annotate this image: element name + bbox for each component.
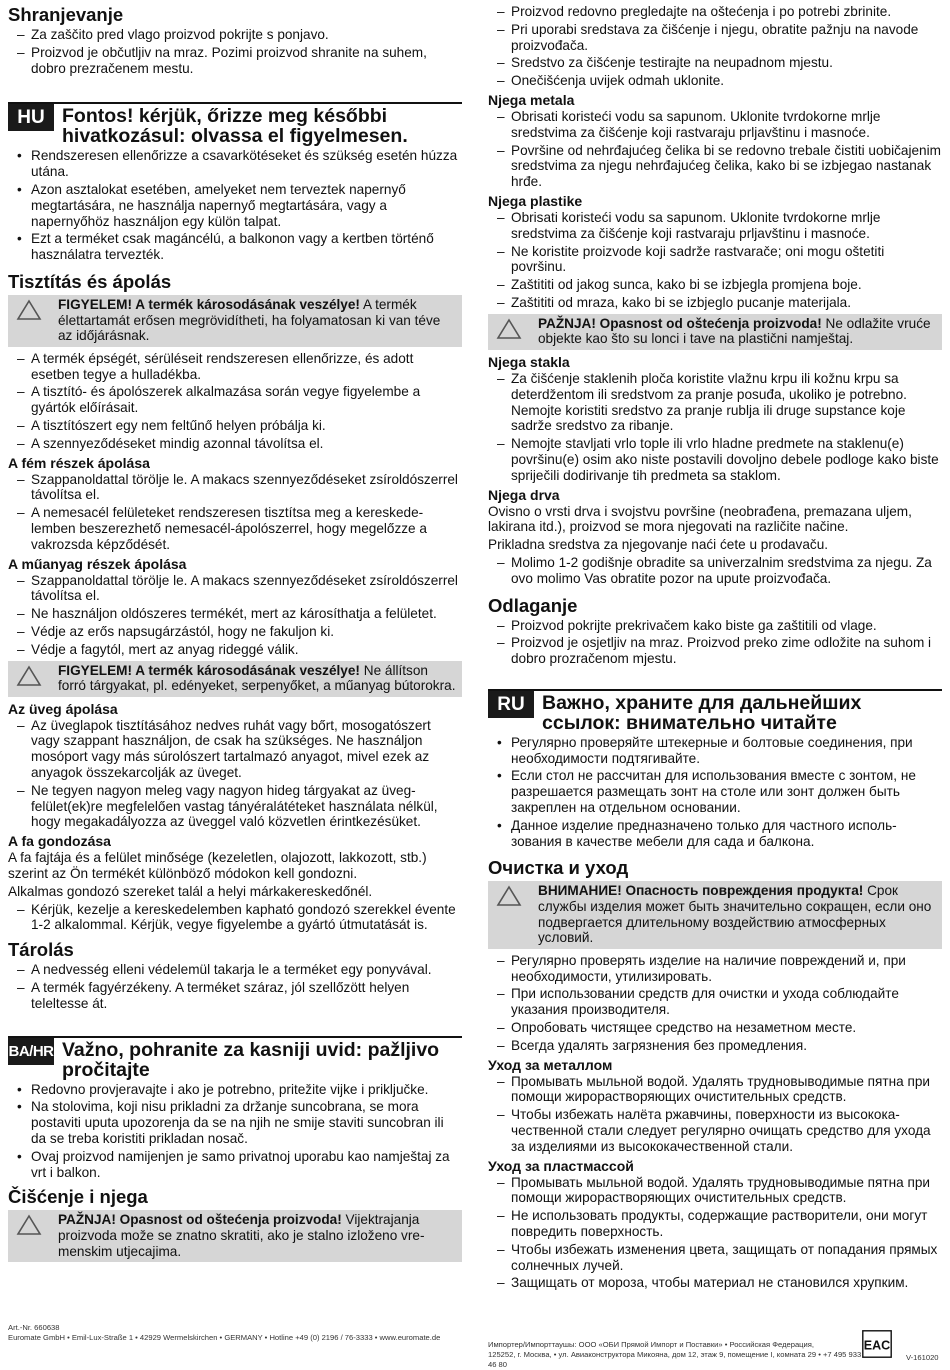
bahr-storage-list xyxy=(488,618,942,667)
list-item: – A termék épségét, sérüléseit rendszeresen ellenőrizze, és adott esetben tegye a hulladékba. xyxy=(8,351,462,383)
bahr-plastic-list xyxy=(488,210,942,311)
warning-triangle-icon xyxy=(16,299,42,321)
hu-wood-list xyxy=(8,902,462,934)
language-title: Važno, pohranite za kasniji uvid: pažljivo pročitajte xyxy=(62,1038,440,1081)
list-item: – Всегда удалять загрязнения без промедления. xyxy=(488,1038,942,1054)
footer-company-info xyxy=(8,1323,478,1343)
list-item: – A nedvesség elleni védelemül takarja le a terméket egy ponyvával. xyxy=(8,962,462,978)
sl-storage-list xyxy=(8,27,462,76)
list-item: – Nemojte stavljati vrlo tople ili vrlo hladne predmete na staklenu(e) površinu(e) osim ako niste postavili dovoljno debele podloge kako biste spriječili dodirivanje tih predmeta sa staklom. xyxy=(488,436,942,483)
list-item: – A tisztítószert egy nem feltűnő helyen próbálja ki. xyxy=(8,418,462,434)
list-item: – Molimo 1-2 godišnje obradite sa univerzalnim sredstvima za njegu. Za ovo molimo Vas obratite pozor na upute proizvođača. xyxy=(488,555,942,587)
subsection-heading: A fa gondozása xyxy=(8,833,111,850)
language-code-badge: BA/HR xyxy=(8,1038,54,1065)
ru-language-header xyxy=(488,689,942,735)
list-item: – Obrisati koristeći vodu sa sapunom. Uklonite tvrdokorne mrlje sredstvima za čišćenje koji rastvaraju prljavštinu i masnoće. xyxy=(488,109,942,141)
list-item: – Чтобы избежать изменения цвета, защищать от попадания прямых солнечных лучей. xyxy=(488,1242,942,1274)
section-heading: Tárolás xyxy=(8,939,74,961)
hu-storage-list xyxy=(8,962,462,1011)
list-item: – Szappanoldattal törölje le. A makacs szennyeződéseket zsíroldószerrel távolítsa el. xyxy=(8,573,462,605)
list-item: – A tisztító- és ápolószerek alkalmazása során vegye figyelembe a gyártók előírásait. xyxy=(8,384,462,416)
warning-box xyxy=(488,881,942,948)
warning-triangle-icon xyxy=(16,1214,42,1236)
bahr-wood-list xyxy=(488,555,942,587)
list-item: – A termék fagyérzékeny. A terméket száraz, jól szellőzött helyen teleltesse át. xyxy=(8,980,462,1012)
list-item: – Az üveglapok tisztításához nedves ruhát vagy bőrt, mosogatószert vagy szappant használjon, de csak ha szükséges. Ne használjon mosóport vagy más súrolószert tartalmazó anyagot, mivel ezek az anyagok összekarcolják az üveget. xyxy=(8,718,462,781)
list-item: • Azon asztalokat esetében, amelyeket nem terveztek napernyő megtartására, ne használja napernyő megtartására, vagy a napernyőhöz használjon egy külön talpat. xyxy=(8,182,462,229)
article-number: Art.-Nr. 660638 xyxy=(8,1323,60,1332)
list-item: – Kérjük, kezelje a kereskedelemben kapható gondozó szerekkel évente 1-2 alkalommal. Kérjük, vegye figyelembe a gyártó útmutatását is. xyxy=(8,902,462,934)
hu-intro-list xyxy=(8,148,462,263)
list-item: – Za zaščito pred vlago proizvod pokrijte s ponjavo. xyxy=(8,27,462,43)
subsection-heading: A műanyag részek ápolása xyxy=(8,555,187,572)
list-item: – Proizvod je občutljiv na mraz. Pozimi proizvod shranite na suhem, dobro prezračenem mestu. xyxy=(8,45,462,77)
section-heading: Tisztítás és ápolás xyxy=(8,270,172,292)
subsection-heading: Njega metala xyxy=(488,91,575,108)
subsection-heading: Уход за пластмассой xyxy=(488,1157,634,1174)
list-item: – A szennyeződéseket mindig azonnal távolítsa el. xyxy=(8,436,462,452)
ru-care-list xyxy=(488,953,942,1054)
subsection-heading: Уход за металлом xyxy=(488,1056,613,1073)
list-item: – Za čišćenje staklenih ploča koristite vlažnu krpu ili kožnu krpu sa deterdžentom ili sredstvom za pranje posuđa, ukoliko je potrebno. Nemojte koristiti sredstvo za pranje rublja ili druge supstance koje sadrže sredstvo za ribanje. xyxy=(488,371,942,434)
list-item: – Pri uporabi sredstava za čišćenje i njegu, obratite pažnju na navode proizvođača. xyxy=(488,22,942,54)
list-item: • Данное изделие предназначено только для частного использования в качестве мебели для сада и балкона. xyxy=(488,818,942,850)
bahr-metal-list xyxy=(488,109,942,190)
warning-label: PAŽNJA! Opasnost od oštećenja proizvoda! xyxy=(538,315,822,331)
list-item: – Ne használjon oldószeres termékét, mert az károsíthatja a felületet. xyxy=(8,606,462,622)
hu-glass-list xyxy=(8,718,462,831)
list-item: • Rendszeresen ellenőrizze a csavarkötéseket és szükség esetén húzza utána. xyxy=(8,148,462,180)
list-item: • Na stolovima, koji nisu prikladni za držanje suncobrana, se mora postaviti uputa upozorenja da se na njih ne smije staviti suncobran ili da se treba koristiti prikladan nosač. xyxy=(8,1099,462,1146)
company-address: Euromate GmbH • Emil-Lux-Straße 1 • 42929 Wermelskirchen • GERMANY • Hotline +49 (0) 2196 / 76-3333 • www.euromate.de xyxy=(8,1333,441,1342)
list-item: – Промывать мыльной водой. Удалять трудновыводимые пятна при помощи жирорастворяющих очистительных средств. xyxy=(488,1175,942,1207)
warning-box xyxy=(8,1210,462,1262)
list-item: – Zaštititi od mraza, kako bi se izbjeglo pucanje materijala. xyxy=(488,295,942,311)
list-item: – Onečišćenja uvijek odmah uklonite. xyxy=(488,73,942,89)
list-item: – Ne tegyen nagyon meleg vagy nagyon hideg tárgyakat az üvegfelület(ek)re megfelelően vastag tányéralátéteket használata nélkül, hogy megakadályozza az üveggel való közvetlen érintkezésüket. xyxy=(8,783,462,830)
list-item: – Ne koristite proizvode koji sadrže rastvarače; oni mogu oštetiti površinu. xyxy=(488,244,942,276)
section-heading: Čišćenje i njega xyxy=(8,1186,148,1208)
warning-box xyxy=(8,295,462,347)
list-item: – Szappanoldattal törölje le. A makacs szennyeződéseket zsíroldószerrel távolítsa el. xyxy=(8,472,462,504)
sl-storage-section xyxy=(8,4,462,76)
warning-text: Ne állítson forró tárgyakat, pl. edényeket, serpenyőket, a műanyag bútorokra. xyxy=(58,662,456,694)
right-column xyxy=(488,4,942,1293)
warning-triangle-icon xyxy=(16,665,42,687)
ru-plastic-list xyxy=(488,1175,942,1292)
warning-triangle-icon xyxy=(496,885,522,907)
list-item: – Защищать от мороза, чтобы материал не становился хрупким. xyxy=(488,1275,942,1291)
warning-label: PAŽNJA! Opasnost od oštećenja proizvoda! xyxy=(58,1212,342,1228)
version-code: V-161020 xyxy=(906,1353,939,1362)
paragraph: Ovisno o vrsti drva i svojstvu površine (neobrađena, premazana uljem, lakirana itd.), proizvod se mora njegovati na različite načine. xyxy=(488,503,912,535)
warning-label: FIGYELEM! A termék károsodásának veszélye! xyxy=(58,662,360,678)
section-heading: Odlaganje xyxy=(488,594,578,616)
warning-box xyxy=(488,314,942,350)
list-item: – A nemesacél felületeket rendszeresen tisztítsa meg a kereskedelemben beszerezhető nemesacél-ápolószerrel, hogy megelőzze a vakrozsda képződését. xyxy=(8,505,462,552)
list-item: – Proizvod pokrijte prekrivačem kako biste ga zaštitili od vlage. xyxy=(488,618,942,634)
paragraph: A fa fajtája és a felület minősége (kezeletlen, olajozott, lakkozott, stb.) szerint az Ön termékét különböző módokon kell gondozni. xyxy=(8,850,427,882)
subsection-heading: A fém részek ápolása xyxy=(8,454,150,471)
list-item: – Sredstvo za čišćenje testirajte na neupadnom mjestu. xyxy=(488,55,942,71)
list-item: – Površine od nehrđajućeg čelika bi se redovno trebale čistiti uobičajenim sredstvima za njegu nehrđajućeg čelika, kako bi se izbjegao nastanak hrđe. xyxy=(488,143,942,190)
paragraph: Prikladna sredstva za njegovanje naći ćete u prodavaču. xyxy=(488,537,829,553)
eac-mark-icon xyxy=(862,1330,892,1358)
bahr-intro-list xyxy=(8,1082,462,1181)
list-item: – Опробовать чистящее средство на незаметном месте. xyxy=(488,1020,942,1036)
list-item: • Redovno provjeravajte i ako je potrebno, pritežite vijke i priključke. xyxy=(8,1082,462,1098)
list-item: – Védje az erős napsugárzástól, hogy ne fakuljon ki. xyxy=(8,624,462,640)
warning-label: FIGYELEM! A termék károsodásának veszélye! xyxy=(58,296,360,312)
bahr-language-header xyxy=(8,1036,462,1082)
hu-plastic-list xyxy=(8,573,462,658)
language-code-badge: RU xyxy=(488,691,534,718)
left-column xyxy=(8,4,462,1266)
list-item: – Регулярно проверять изделие на наличие повреждений и, при необходимости, утилизировать. xyxy=(488,953,942,985)
language-code-badge: HU xyxy=(8,104,54,131)
footer-importer-info xyxy=(488,1340,868,1370)
section-heading: Очистка и уход xyxy=(488,857,629,879)
ru-intro-list xyxy=(488,735,942,850)
list-item: • Если стол не рассчитан для использования вместе с зонтом, не разрешается размещать зонт на столе или зонт должен быть закреплен на отдельном основании. xyxy=(488,768,942,815)
warning-text: Ne odlažite vruće objekte kao što su lonci i tave na plastični namještaj. xyxy=(538,315,931,347)
warning-text: Vijektrajanja proizvoda može se znatno skratiti, ako je stalno izloženo vremenskim utjecajima. xyxy=(58,1212,425,1259)
list-item: – Zaštititi od jakog sunca, kako bi se izbjegla promjena boje. xyxy=(488,277,942,293)
warning-text: Срок службы изделия может быть значительно сокращен, если оно подвергается длительному воздействию атмосферных условий. xyxy=(538,883,932,946)
hu-care-list xyxy=(8,351,462,452)
importer-line: Импортер/Импорттаушы: ООО «ОБИ Прямой Импорт и Поставки» • Российская Федерация, xyxy=(488,1340,814,1349)
hu-language-header xyxy=(8,102,462,148)
list-item: – Védje a fagytól, mert az anyag rideggé válik. xyxy=(8,642,462,658)
list-item: • Ovaj proizvod namijenjen je samo privatnoj uporabu kao namještaj za vrt i balkon. xyxy=(8,1149,462,1181)
section-heading: Shranjevanje xyxy=(8,4,124,25)
list-item: – Proizvod je osjetljiv na mraz. Proizvod preko zime odložite na suhom i dobro prozračenom mjestu. xyxy=(488,635,942,667)
language-title: Важно, храните для дальнейших ссылок: внимательно читайте xyxy=(542,691,862,734)
list-item: • Регулярно проверяйте штекерные и болтовые соединения, при необходимости подтягивайте. xyxy=(488,735,942,767)
paragraph: Alkalmas gondozó szereket talál a helyi márkakereskedőnél. xyxy=(8,883,373,899)
warning-text: A termék élettartamát erősen megrövidítheti, ha folyamatosan ki van téve az időjárásnak. xyxy=(58,296,441,344)
subsection-heading: Njega stakla xyxy=(488,353,570,370)
list-item: – Obrisati koristeći vodu sa sapunom. Uklonite tvrdokorne mrlje sredstvima za čišćenje koji rastvaraju prljavštinu i masnoće. xyxy=(488,210,942,242)
warning-label: ВНИМАНИЕ! Опасность повреждения продукта! xyxy=(538,883,864,899)
ru-metal-list xyxy=(488,1074,942,1155)
eac-mark-text: EAC xyxy=(863,1338,891,1353)
bahr-glass-list xyxy=(488,371,942,484)
importer-line: 125252, г. Москва, • ул. Авиаконструктора Микояна, дом 12, этаж 9, помещение I, комната 29 • +7 495 933 46 80 xyxy=(488,1350,862,1369)
list-item: – Промывать мыльной водой. Удалять трудновыводимые пятна при помощи жирорастворяющих очистительных средств. xyxy=(488,1074,942,1106)
list-item: – Не использовать продукты, содержащие растворители, они могут повредить поверхность. xyxy=(488,1208,942,1240)
language-title: Fontos! kérjük, őrizze meg későbbi hivatkozásul: olvassa el figyelmesen. xyxy=(62,105,408,148)
list-item: – Proizvod redovno pregledajte na oštećenja i po potrebi zbrinite. xyxy=(488,4,942,20)
subsection-heading: Njega drva xyxy=(488,486,560,503)
subsection-heading: Az üveg ápolása xyxy=(8,700,118,717)
list-item: – При использовании средств для очистки и ухода соблюдайте указания производителя. xyxy=(488,986,942,1018)
hu-metal-list xyxy=(8,472,462,553)
list-item: • Ezt a terméket csak magáncélú, a balkonon vagy a kertben történő használatra tervezték. xyxy=(8,231,462,263)
subsection-heading: Njega plastike xyxy=(488,192,583,209)
list-item: – Чтобы избежать налёта ржавчины, поверхности из высококачественной стали следует регулярно очищать средство для ухода за изделиями из высококачественной стали. xyxy=(488,1107,942,1154)
bahr-care-list xyxy=(488,4,942,89)
warning-box xyxy=(8,661,462,697)
warning-triangle-icon xyxy=(496,318,522,340)
